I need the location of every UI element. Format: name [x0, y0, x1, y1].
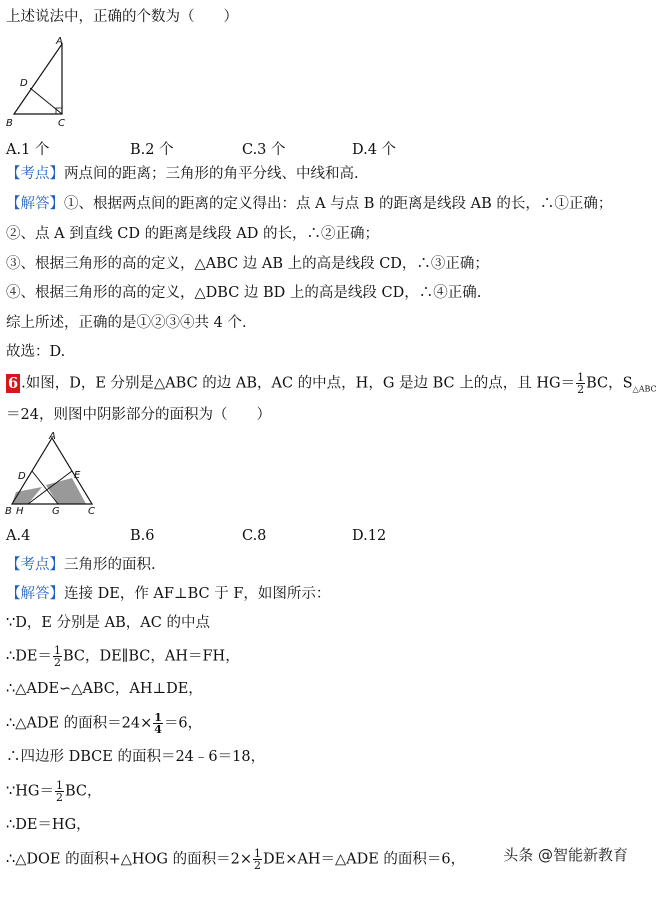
q5-jieda-1: 【解答】①、根据两点间的距离的定义得出：点 A 与点 B 的距离是线段 AB 的长，∴①正确；	[6, 196, 613, 212]
q6-option-b: B.6	[130, 528, 155, 544]
q6-kaodian-tag: 【考点】	[6, 557, 64, 573]
q6-line-3: ∴△ADE∽△ABC，AH⊥DE，	[6, 681, 203, 697]
q6-jieda-1: 【解答】连接 DE，作 AF⊥BC 于 F，如图所示：	[6, 586, 331, 602]
q6-line-1: ∵D，E 分别是 AB，AC 的中点	[6, 615, 210, 631]
q6-label-a: A	[49, 431, 56, 442]
q6-frac-half: $\frac{1}{2}$	[577, 371, 585, 396]
q5-jieda-3: ③、根据三角形的高的定义，△ABC 边 AB 上的高是线段 CD，∴③正确；	[6, 256, 489, 272]
q5-option-b: B.2 个	[130, 142, 174, 158]
q6-option-c: C.8	[242, 528, 267, 544]
q5-label-d: D	[20, 78, 28, 89]
q6-line-2: ∴DE＝ $\frac{1}{2}$ BC，DE∥BC，AH＝FH，	[6, 644, 240, 669]
q6-kaodian: 【考点】三角形的面积.	[6, 557, 156, 573]
q5-summary: 综上所述，正确的是①②③④共 4 个.	[6, 315, 247, 331]
q6-number-badge: 6	[8, 374, 19, 392]
q6-label-h: H	[16, 506, 24, 517]
q5-figure	[4, 36, 74, 132]
q6-option-a: A.4	[6, 528, 31, 544]
q5-label-c: C	[58, 118, 65, 129]
q5-choice: 故选：D.	[6, 344, 66, 360]
q6-option-d: D.12	[352, 528, 387, 544]
q6-label-d: D	[18, 471, 26, 482]
watermark: 头条 @智能新教育	[503, 846, 628, 864]
q5-option-d: D.4 个	[352, 142, 397, 158]
q6-line-6: ∵HG＝ $\frac{1}{2}$ BC，	[6, 779, 102, 804]
q5-intro: 上述说法中，正确的个数为（ ）	[6, 9, 238, 25]
q6-line-8: ∴△DOE 的面积+△HOG 的面积＝2× $\frac{1}{2}$ DE×AH＝△ADE 的面积＝6，	[6, 847, 466, 872]
q6-line-7: ∴DE＝HG，	[6, 817, 91, 833]
q6-line-4: ∴△ADE 的面积＝24× $\frac{1}{4}$ ＝6，	[6, 711, 203, 736]
q6-line-5: ∴四边形 DBCE 的面积＝24﹣6＝18，	[6, 749, 266, 765]
q5-kaodian: 【考点】两点间的距离；三角形的角平分线、中线和高.	[6, 166, 359, 182]
q5-jieda-tag: 【解答】	[6, 196, 64, 212]
q6-label-b: B	[5, 506, 12, 517]
q6-jieda-tag: 【解答】	[6, 586, 64, 602]
q5-option-a: A.1 个	[6, 142, 50, 158]
q6-stem-line2: ＝24，则图中阴影部分的面积为（ ）	[6, 407, 271, 423]
q5-jieda-4: ④、根据三角形的高的定义，△DBC 边 BD 上的高是线段 CD，∴④正确.	[6, 285, 482, 301]
q5-label-a: A	[56, 36, 63, 47]
q5-jieda-2: ②、点 A 到直线 CD 的距离是线段 AD 的长，∴②正确；	[6, 226, 379, 242]
q5-kaodian-tag: 【考点】	[6, 166, 64, 182]
q6-label-e: E	[74, 470, 81, 481]
q5-option-c: C.3 个	[242, 142, 286, 158]
q5-label-b: B	[6, 118, 13, 129]
q6-label-c: C	[88, 506, 95, 517]
q6-stem-line1: 6 .如图，D，E 分别是△ABC 的边 AB，AC 的中点，H，G 是边 BC 上的点，且 HG＝ $\frac{1}{2}$ BC，$S_{\triangle ABC}$	[8, 371, 657, 396]
q6-figure	[4, 430, 100, 518]
q6-label-g: G	[52, 506, 60, 517]
